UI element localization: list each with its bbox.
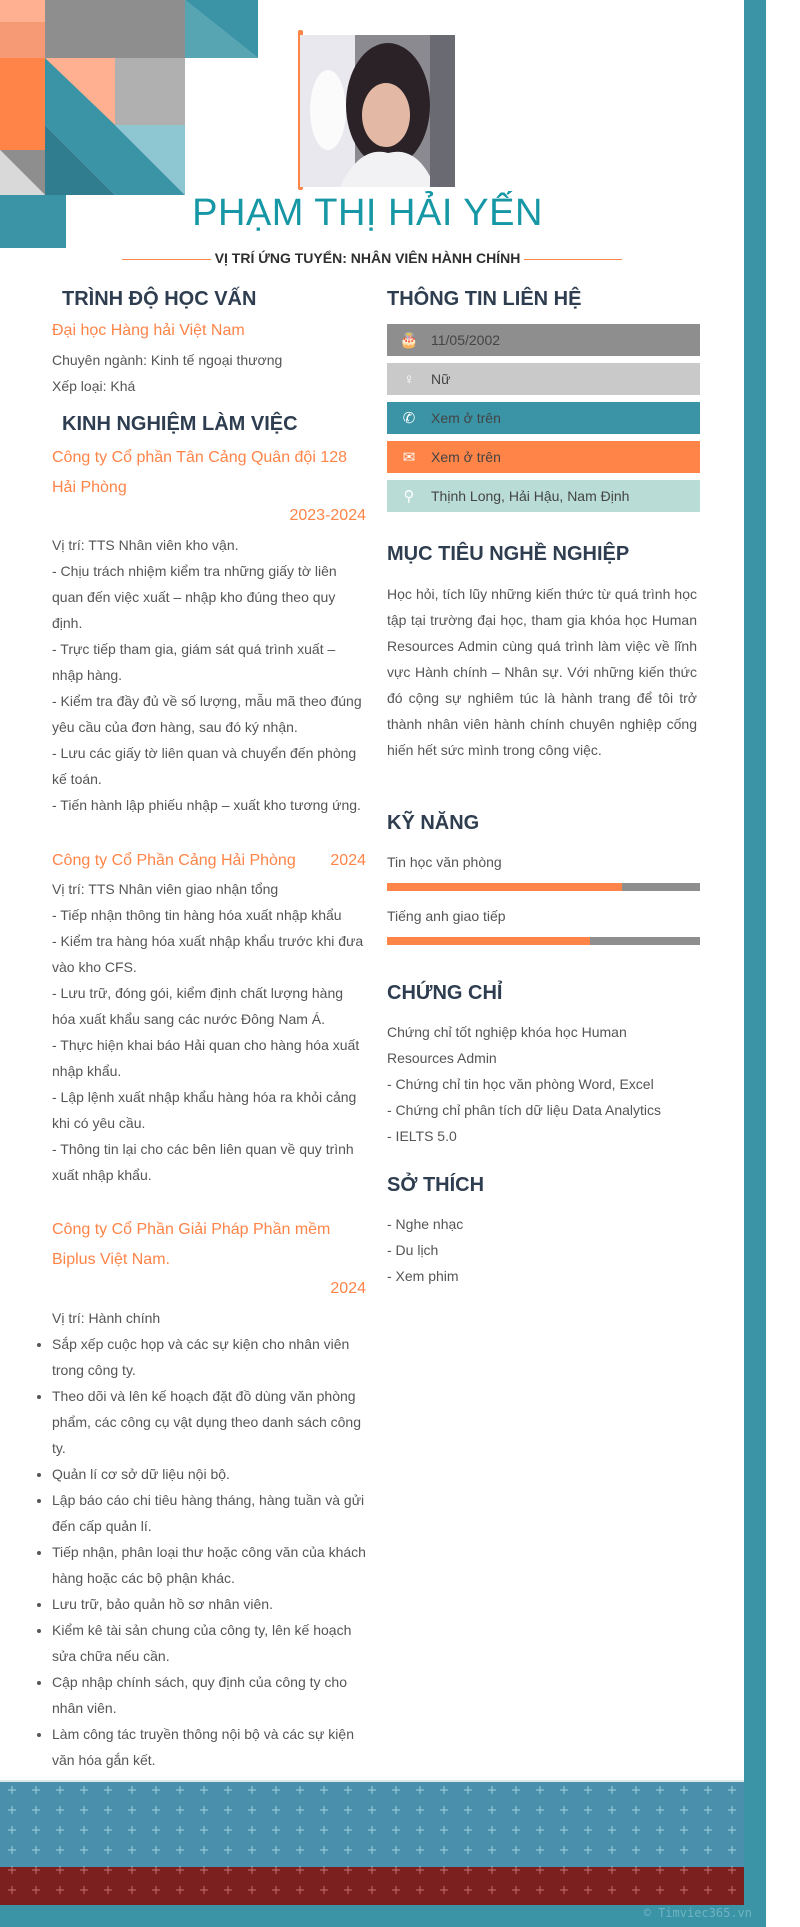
job-bullets: [38, 1331, 366, 1773]
job-line: Vị trí: TTS Nhân viên giao nhận tổng: [52, 881, 279, 897]
job-line: - Lập lệnh xuất nhập khẩu hàng hóa ra khỏi cảng khi có yêu cầu.: [52, 1089, 357, 1131]
job-line: Vị trí: TTS Nhân viên kho vận.: [52, 537, 239, 553]
contact-title: THÔNG TIN LIÊN HỆ: [387, 288, 582, 310]
job-year: 2024: [330, 1280, 366, 1297]
list-item: • Quản lí cơ sở dữ liệu nội bộ.: [52, 1461, 366, 1487]
list-item: - Xem phim: [387, 1268, 459, 1284]
skill-name: Tin học văn phòng: [387, 854, 502, 870]
skill-bar-fill: [387, 883, 622, 891]
education-grade: Xếp loại: Khá: [52, 378, 136, 394]
list-item: • Theo dõi và lên kế hoạch đặt đồ dùng văn phòng phẩm, các công cụ vật dụng theo danh sách công ty.: [52, 1383, 366, 1461]
skill-bar-fill: [387, 937, 590, 945]
list-item: - Nghe nhạc: [387, 1216, 464, 1232]
contact-value: Thịnh Long, Hải Hậu, Nam Định: [431, 488, 630, 504]
job-line: - Thực hiện khai báo Hải quan cho hàng hóa xuất nhập khẩu.: [52, 1037, 360, 1079]
phone-icon: ✆: [402, 410, 416, 427]
job-details: [52, 876, 366, 1188]
education-major: Chuyên ngành: Kinh tế ngoại thương: [52, 352, 283, 368]
list-item: - Du lịch: [387, 1242, 439, 1258]
list-item: - IELTS 5.0: [387, 1128, 457, 1144]
position-title-wrap: [0, 250, 735, 268]
contact-birthday: [387, 324, 700, 356]
hobbies-title: SỞ THÍCH: [387, 1174, 485, 1196]
job-details: [52, 532, 366, 818]
job-company: Công ty Cổ Phần Cảng Hải Phòng: [52, 852, 296, 869]
birthday-cake-icon: 🎂: [399, 332, 419, 349]
contact-email: [387, 441, 700, 473]
envelope-icon: ✉: [402, 449, 416, 466]
list-item: • Tiếp nhận, phân loại thư hoặc công văn của khách hàng hoặc các bộ phận khác.: [52, 1539, 366, 1591]
skill-bar: [387, 883, 700, 891]
list-item: • Làm công tác truyền thông nội bộ và các sự kiện văn hóa gắn kết.: [52, 1721, 366, 1773]
skill-name: Tiếng anh giao tiếp: [387, 908, 506, 924]
certificates-title: CHỨNG CHỈ: [387, 982, 503, 1004]
job-line: - Kiểm tra đầy đủ về số lượng, mẫu mã theo đúng yêu cầu của đơn hàng, sau đó ký nhận.: [52, 693, 362, 735]
position-title: VỊ TRÍ ỨNG TUYỂN: NHÂN VIÊN HÀNH CHÍNH: [211, 250, 525, 266]
job-company: Công ty Cổ phần Tân Cảng Quân đội 128 Hải Phòng: [52, 449, 348, 496]
location-pin-icon: ⚲: [403, 488, 415, 505]
list-item: • Kiểm kê tài sản chung của công ty, lên kế hoạch sửa chữa nếu cần.: [52, 1617, 366, 1669]
certificates-list: [387, 1019, 697, 1149]
list-item: Chứng chỉ tốt nghiệp khóa học Human Resources Admin: [387, 1024, 627, 1066]
candidate-name: PHẠM THỊ HẢI YẾN: [192, 192, 543, 234]
education-school: Đại học Hàng hải Việt Nam: [52, 322, 245, 339]
skill-bar: [387, 937, 700, 945]
experience-title: KINH NGHIỆM LÀM VIỆC: [62, 413, 298, 435]
job-line: - Lưu các giấy tờ liên quan và chuyển đến phòng kế toán.: [52, 745, 357, 787]
job-role: Vị trí: Hành chính: [52, 1310, 161, 1326]
contact-value: Xem ở trên: [431, 410, 501, 426]
contact-gender: [387, 363, 700, 395]
contact-value: Xem ở trên: [431, 449, 501, 465]
job-year: 2024: [330, 852, 366, 869]
profile-photo: [300, 35, 455, 187]
contact-value: Nữ: [431, 371, 451, 387]
watermark: © Timviec365.vn: [643, 1906, 752, 1920]
right-border-band: [744, 0, 766, 1927]
footer-decorative-pattern: [0, 1780, 744, 1905]
list-item: • Lập báo cáo chi tiêu hàng tháng, hàng tuần và gửi đến cấp quản lí.: [52, 1487, 366, 1539]
list-item: • Sắp xếp cuộc họp và các sự kiện cho nhân viên trong công ty.: [52, 1331, 366, 1383]
education-title: TRÌNH ĐỘ HỌC VẤN: [62, 288, 257, 310]
job-line: - Chịu trách nhiệm kiểm tra những giấy tờ liên quan đến việc xuất – nhập kho đúng theo quy định.: [52, 563, 337, 631]
job-year: 2023-2024: [289, 507, 366, 524]
list-item: • Cập nhập chính sách, quy định của công ty cho nhân viên.: [52, 1669, 366, 1721]
job-line: - Thông tin lại cho các bên liên quan về quy trình xuất nhập khẩu.: [52, 1141, 354, 1183]
hobbies-list: [387, 1211, 697, 1289]
list-item: • Lưu trữ, bảo quản hồ sơ nhân viên.: [52, 1591, 366, 1617]
gender-icon: ♀: [403, 370, 415, 388]
job-line: - Trực tiếp tham gia, giám sát quá trình xuất – nhập hàng.: [52, 641, 336, 683]
job-line: - Kiểm tra hàng hóa xuất nhập khẩu trước khi đưa vào kho CFS.: [52, 933, 364, 975]
objective-text: Học hỏi, tích lũy những kiến thức từ quá trình học tập tại trường đại học, tham gia khóa học Human Resources Admin cùng quá trình làm việc về lĩnh vực Hành chính – Nhân sự. Với những kiến thức đó cộng sự nghiêm túc là hành trang để tôi trở thành nhân viên hành chính chuyên nghiệp cống hiến hết sức mình trong công việc.: [387, 586, 697, 758]
contact-phone: [387, 402, 700, 434]
list-item: - Chứng chỉ tin học văn phòng Word, Excel: [387, 1076, 654, 1092]
list-item: - Chứng chỉ phân tích dữ liệu Data Analytics: [387, 1102, 661, 1118]
job-line: - Tiến hành lập phiếu nhập – xuất kho tương ứng.: [52, 797, 361, 813]
job-line: - Lưu trữ, đóng gói, kiểm định chất lượng hàng hóa xuất khẩu sang các nước Đông Nam Á.: [52, 985, 344, 1027]
job-company: Công ty Cổ Phần Giải Pháp Phần mềm Biplus Việt Nam.: [52, 1221, 331, 1268]
objective-title: MỤC TIÊU NGHỀ NGHIỆP: [387, 543, 630, 565]
job-line: - Tiếp nhận thông tin hàng hóa xuất nhập khẩu: [52, 907, 342, 923]
contact-address: [387, 480, 700, 512]
skills-title: KỸ NĂNG: [387, 812, 480, 834]
contact-value: 11/05/2002: [431, 332, 501, 348]
